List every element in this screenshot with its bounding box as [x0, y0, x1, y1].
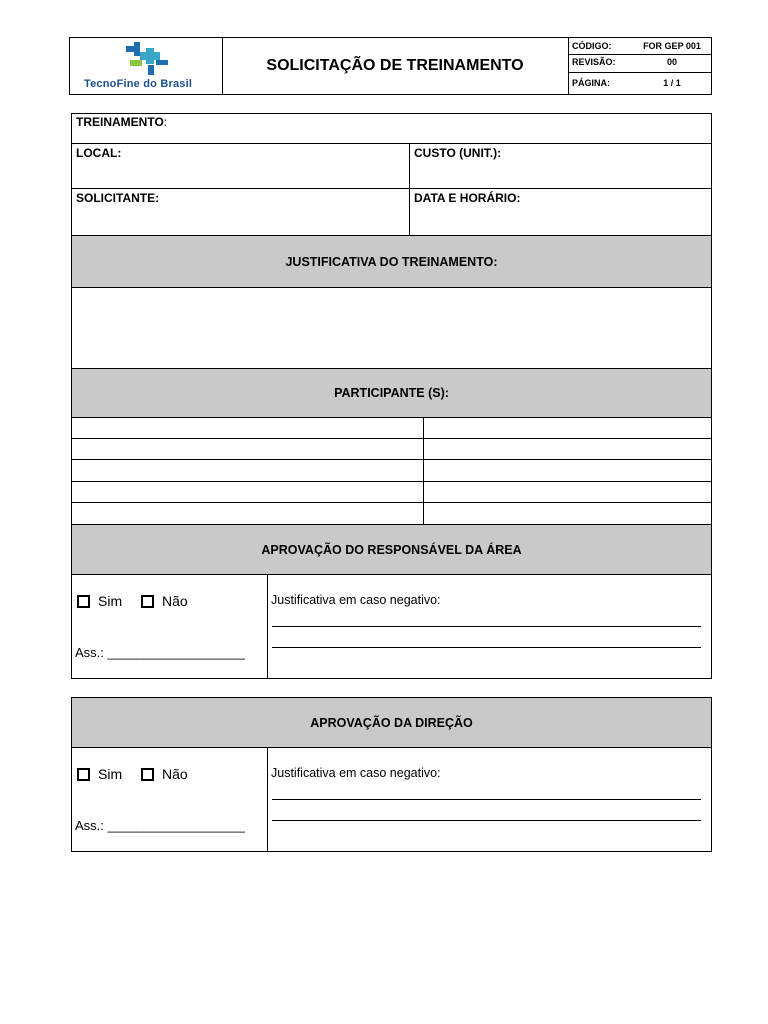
approval-area-justification[interactable] — [267, 574, 712, 679]
participant-info-cell[interactable] — [423, 502, 712, 525]
codigo-label: CÓDIGO: — [572, 41, 612, 51]
data-horario-label: DATA E HORÁRIO: — [414, 191, 521, 205]
justificativa-textarea[interactable] — [71, 287, 712, 369]
solicitante-field[interactable] — [71, 188, 410, 236]
data-horario-field[interactable] — [409, 188, 712, 236]
nao-label: Não — [162, 766, 188, 782]
approval-area-signature[interactable]: Ass.: ___________________ — [75, 645, 245, 660]
approval-area-decision — [71, 574, 268, 679]
participant-info-cell[interactable] — [423, 438, 712, 460]
justification-line — [272, 820, 701, 821]
revisao-label: REVISÃO: — [572, 57, 616, 67]
participant-name-cell[interactable] — [71, 481, 424, 503]
codigo-row — [568, 38, 711, 55]
participant-name-cell[interactable] — [71, 459, 424, 482]
codigo-value: FOR GEP 001 — [643, 41, 701, 51]
pagina-label: PÁGINA: — [572, 78, 610, 88]
participant-info-cell[interactable] — [423, 459, 712, 482]
logo-cell — [70, 38, 223, 94]
participant-name-cell[interactable] — [71, 417, 424, 439]
revisao-value: 00 — [666, 57, 677, 67]
document-header — [69, 37, 712, 95]
company-name: TecnoFine do Brasil — [84, 78, 193, 90]
approval-direction-sim-option[interactable] — [77, 766, 122, 782]
checkbox-icon[interactable] — [141, 595, 154, 608]
participant-name-cell[interactable] — [71, 438, 424, 460]
checkbox-icon[interactable] — [77, 595, 90, 608]
justification-label: Justificativa em caso negativo: — [271, 593, 441, 607]
justification-line — [272, 647, 701, 648]
approval-direction-nao-option[interactable] — [141, 766, 188, 782]
approval-area-sim-option[interactable] — [77, 593, 122, 609]
document-meta — [568, 38, 711, 94]
justification-line — [272, 626, 701, 627]
approval-direction-header: APROVAÇÃO DA DIREÇÃO — [71, 697, 712, 748]
pagina-row — [568, 72, 711, 95]
local-field[interactable] — [71, 143, 410, 189]
participantes-header: PARTICIPANTE (S): — [71, 368, 712, 418]
justification-line — [272, 799, 701, 800]
justificativa-header: JUSTIFICATIVA DO TREINAMENTO: — [71, 235, 712, 288]
participant-name-cell[interactable] — [71, 502, 424, 525]
document-title: SOLICITAÇÃO DE TREINAMENTO — [222, 38, 569, 94]
nao-label: Não — [162, 593, 188, 609]
treinamento-label: TREINAMENTO: — [76, 115, 168, 129]
participant-info-cell[interactable] — [423, 481, 712, 503]
justification-label: Justificativa em caso negativo: — [271, 766, 441, 780]
approval-direction-decision — [71, 747, 268, 852]
checkbox-icon[interactable] — [141, 768, 154, 781]
pagina-value: 1 / 1 — [663, 78, 681, 88]
solicitante-label: SOLICITANTE: — [76, 191, 160, 205]
approval-area-nao-option[interactable] — [141, 593, 188, 609]
sim-label: Sim — [98, 593, 123, 609]
checkbox-icon[interactable] — [77, 768, 90, 781]
revisao-row — [568, 54, 711, 70]
custo-field[interactable] — [409, 143, 712, 189]
custo-label: CUSTO (UNIT.): — [414, 146, 502, 160]
approval-direction-signature[interactable]: Ass.: ___________________ — [75, 818, 245, 833]
local-label: LOCAL: — [76, 146, 122, 160]
approval-area-header: APROVAÇÃO DO RESPONSÁVEL DA ÁREA — [71, 524, 712, 575]
approval-direction-justification[interactable] — [267, 747, 712, 852]
sim-label: Sim — [98, 766, 123, 782]
participant-info-cell[interactable] — [423, 417, 712, 439]
treinamento-field[interactable] — [71, 113, 712, 144]
